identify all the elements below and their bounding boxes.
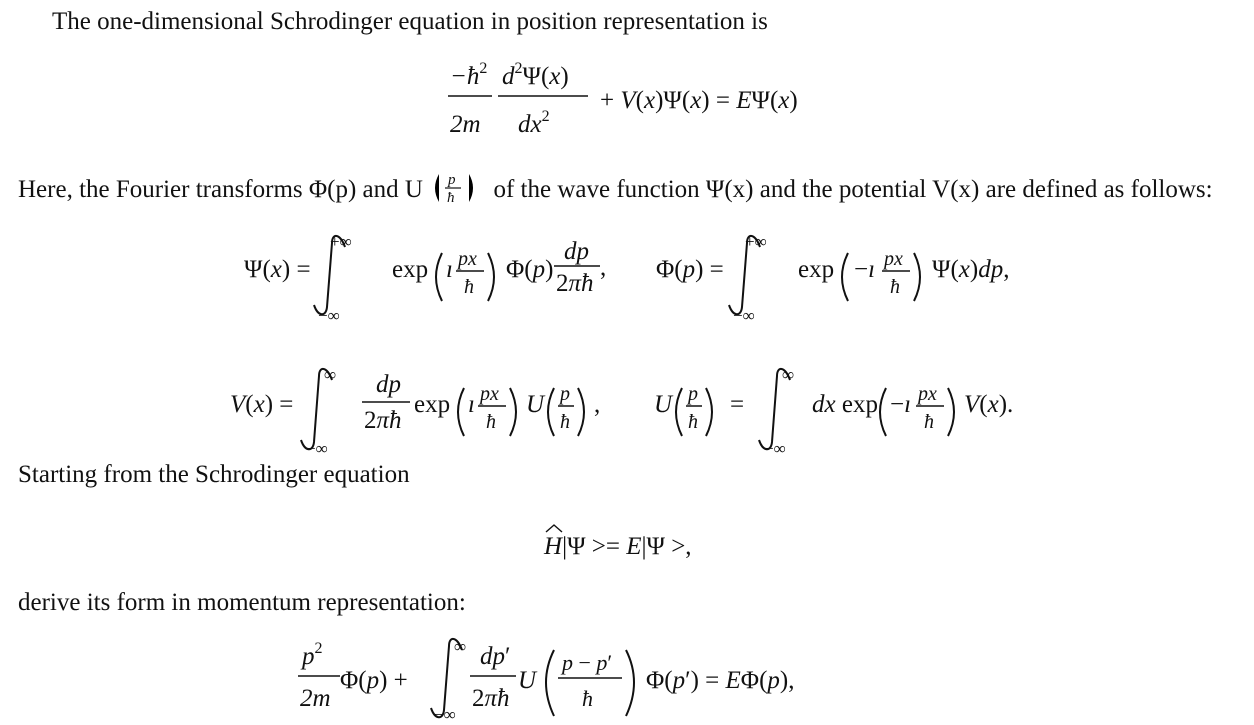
- svg-text:−∞: −∞: [434, 705, 456, 724]
- svg-text:px: px: [458, 248, 477, 270]
- svg-text:dp: dp: [564, 238, 589, 265]
- schrodinger-position-equation: [440, 52, 830, 142]
- svg-text:=: =: [730, 391, 745, 418]
- svg-text:H|Ψ >= E|Ψ >,: H|Ψ >= E|Ψ >,: [544, 533, 692, 560]
- svg-text:−∞: −∞: [318, 306, 340, 325]
- svg-text:px: px: [884, 248, 903, 270]
- svg-text:U: U: [518, 667, 537, 694]
- svg-text:p: p: [688, 383, 698, 405]
- fourier-intro-text: [18, 171, 1213, 205]
- fourier-intro-part2: of the wave function Ψ(x) and the potential V(x) are defined as follows:: [493, 176, 1213, 203]
- svg-text:p2: $p^2$: [302, 640, 323, 670]
- svg-text:−∞: −∞: [306, 439, 328, 458]
- svg-text:d2Ψ(x): $d^2\Psi(x)$: [502, 60, 569, 90]
- starting-text: Starting from the Schrodinger equation: [18, 461, 410, 488]
- phi-fourier-equation: [652, 225, 1052, 325]
- svg-text:∞: ∞: [454, 637, 467, 656]
- svg-text:Φ(p′) = EΦ(p),: Φ(p′) = EΦ(p),: [646, 667, 795, 694]
- u-p-over-hbar-inline: [429, 171, 487, 205]
- svg-text:exp: exp: [392, 256, 429, 283]
- svg-text:ħ: ħ: [688, 411, 698, 433]
- potential-fourier-equation: [228, 360, 628, 460]
- svg-text:+∞: +∞: [745, 232, 767, 251]
- momentum-equation: [290, 632, 820, 724]
- psi-fourier-equation: [240, 225, 630, 325]
- svg-text:ħ: ħ: [582, 686, 593, 711]
- svg-text:2πħ: 2πħ: [556, 270, 594, 297]
- svg-text:−∞: −∞: [764, 439, 786, 458]
- svg-text:px: px: [480, 383, 499, 405]
- svg-text:∞: ∞: [324, 365, 337, 384]
- svg-text:∞: ∞: [782, 365, 795, 384]
- svg-text:V(x).: V(x).: [964, 391, 1014, 418]
- svg-text:2πħ: 2πħ: [364, 407, 402, 434]
- svg-text:Φ(p): Φ(p): [506, 256, 554, 283]
- svg-text:p: p: [448, 172, 456, 188]
- derive-text: derive its form in momentum representation:: [18, 589, 466, 616]
- svg-text:ı: ı: [446, 256, 453, 283]
- svg-text:U: U: [654, 391, 673, 418]
- svg-text:Φ(p) +: Φ(p) +: [340, 667, 408, 694]
- fourier-intro-part1: Here, the Fourier transforms Φ(p) and U: [18, 176, 423, 203]
- svg-text:Φ(p) =: Φ(p) =: [656, 256, 724, 283]
- svg-text:ħ: ħ: [890, 276, 900, 298]
- svg-text:+∞: +∞: [330, 232, 352, 251]
- u-fourier-equation: [650, 360, 1050, 460]
- svg-text:ħ: ħ: [447, 190, 455, 205]
- svg-text:exp: exp: [798, 256, 835, 283]
- svg-text:U: U: [526, 391, 545, 418]
- svg-text:+ V(x)Ψ(x) = EΨ(x): + V(x)Ψ(x) = EΨ(x): [600, 87, 798, 114]
- svg-text:ħ: ħ: [560, 411, 570, 433]
- svg-text:dx exp: dx exp: [812, 391, 878, 418]
- svg-text:ħ: ħ: [464, 276, 474, 298]
- svg-text:dx2: $dx^2$: [518, 108, 550, 138]
- svg-text:−ı: −ı: [854, 256, 876, 283]
- svg-text:V(x) =: V(x) =: [230, 391, 294, 418]
- svg-text:dp′: dp′: [480, 643, 511, 670]
- svg-text:2m: 2m: [450, 111, 481, 138]
- svg-text:exp: exp: [414, 391, 451, 418]
- svg-text:ħ: ħ: [924, 411, 934, 433]
- operator-equation: [540, 518, 740, 568]
- svg-text:px: px: [918, 383, 937, 405]
- svg-text:Ψ(x)dp,: Ψ(x)dp,: [932, 256, 1010, 283]
- svg-text:2πħ: 2πħ: [472, 685, 510, 712]
- svg-text:ı: ı: [468, 391, 475, 418]
- svg-text:,: ,: [600, 254, 607, 281]
- svg-text:Ψ(x) =: Ψ(x) =: [244, 256, 311, 283]
- svg-text:−ı: −ı: [890, 391, 912, 418]
- svg-text:−ħ2: $-ħ^2$: [450, 60, 488, 90]
- svg-text:dp: dp: [376, 371, 401, 398]
- svg-text:−∞: −∞: [733, 306, 755, 325]
- svg-text:2m: 2m: [300, 685, 331, 712]
- svg-text:,: ,: [594, 391, 601, 418]
- svg-text:p: p: [560, 383, 570, 405]
- svg-text:ħ: ħ: [486, 411, 496, 433]
- intro-text: The one-dimensional Schrodinger equation in position representation is: [52, 8, 768, 35]
- svg-text:p − p′: p − p′: [562, 650, 613, 675]
